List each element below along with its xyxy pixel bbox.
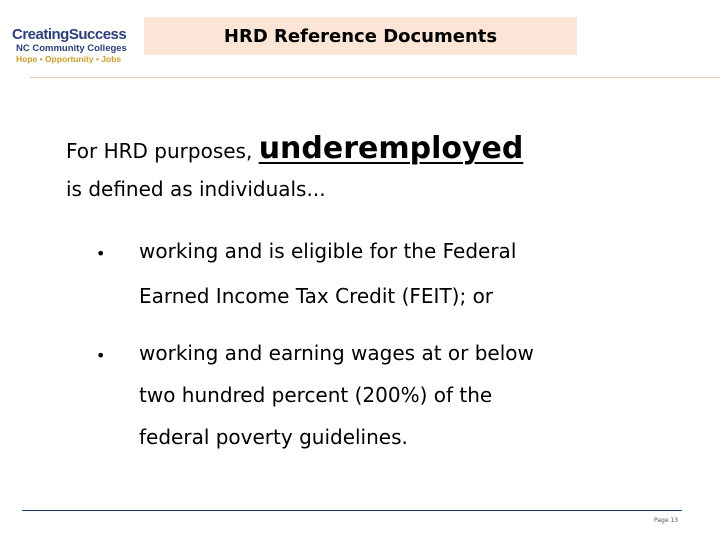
bullet2-line3: federal poverty guidelines.	[139, 425, 408, 449]
bullet-marker-1: •	[96, 244, 106, 263]
bullet2-line1: working and earning wages at or below	[139, 341, 534, 365]
keyword-underemployed: underemployed	[258, 131, 524, 166]
bullet1-line2: Earned Income Tax Credit (FEIT); or	[139, 284, 494, 308]
page-number: Page 13	[654, 517, 679, 524]
bullet1-line1: working and is eligible for the Federal	[139, 239, 517, 263]
definition-intro-line2: is defined as individuals...	[66, 177, 326, 201]
creating-success-logo	[12, 26, 130, 66]
title-banner	[144, 17, 577, 55]
intro-prefix: For HRD purposes,	[66, 139, 259, 163]
definition-intro	[66, 131, 523, 166]
logo-tagline: Hope • Opportunity • Jobs	[16, 54, 122, 64]
logo-wordmark: CreatingSuccess	[12, 26, 127, 43]
header-divider	[30, 77, 720, 78]
bullet-marker-2: •	[96, 346, 106, 365]
bullet2-line2: two hundred percent (200%) of the	[139, 383, 493, 407]
page-title: HRD Reference Documents	[223, 26, 498, 47]
logo-subtitle: NC Community Colleges	[16, 43, 127, 54]
footer-divider	[22, 510, 682, 511]
